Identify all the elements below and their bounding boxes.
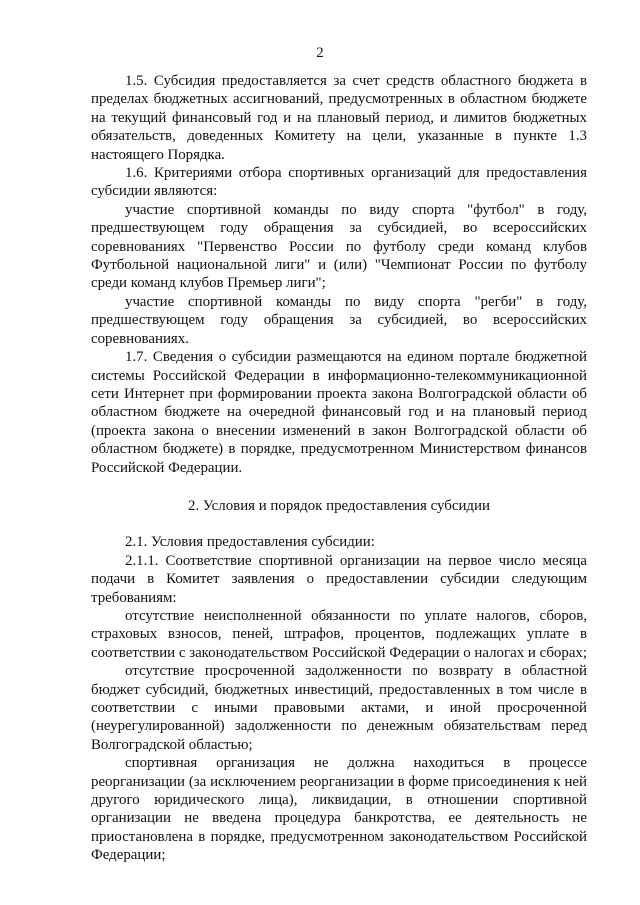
document-body	[91, 72, 587, 865]
paragraph-2-1-1: 2.1.1. Соответствие спортивной организации на первое число месяца подачи в Комитет заявления о предоставлении субсидии следующим требованиям:	[91, 552, 587, 606]
paragraph-1-6: 1.6. Критериями отбора спортивных организаций для предоставления субсидии являются:	[91, 165, 587, 200]
paragraph-1-7: 1.7. Сведения о субсидии размещаются на едином портале бюджетной системы Российской Федерации в информационно-телекоммуникационной сети Интернет при формировании проекта закона Волгоградской области об областном бюджете на очередной финансовый год и на плановый период (проекта закона о внесении изменений в закон Волгоградской области об областном бюджете) в порядке, предусмотренном Министерством финансов Российской Федерации.	[91, 349, 587, 476]
paragraph-2-1: 2.1. Условия предоставления субсидии:	[125, 534, 375, 551]
section-heading: 2. Условия и порядок предоставления субсидии	[188, 497, 490, 514]
requirement-no-reorganization: спортивная организация не должна находиться в процессе реорганизации (за исключением реорганизации в форме присоединения к ней другого юридического лица), ликвидации, в отношении спортивной организации не введена процедура банкротства, ее деятельность не приостановлена в порядке, предусмотренном законодательством Российской Федерации;	[91, 755, 587, 864]
criterion-rugby: участие спортивной команды по виду спорта "регби" в году, предшествующем году обращения за субсидией, во всероссийских соревнованиях.	[91, 293, 587, 347]
page-number: 2	[316, 45, 324, 61]
paragraph-1-5: 1.5. Субсидия предоставляется за счет средств областного бюджета в пределах бюджетных ассигнований, предусмотренных в областном бюджете на текущий финансовый год и на плановый период, и лимитов бюджетных обязательств, доведенных Комитету на цели, указанные в пункте 1.3 настоящего Порядка.	[91, 73, 587, 163]
requirement-no-tax-debt: отсутствие неисполненной обязанности по уплате налогов, сборов, страховых взносов, пеней, штрафов, процентов, подлежащих уплате в соответствии с законодательством Российской Федерации о налогах и сборах;	[91, 607, 588, 661]
requirement-no-overdue-debt: отсутствие просроченной задолженности по возврату в областной бюджет субсидий, бюджетных инвестиций, предоставленных в том числе в соответствии с иными правовыми актами, и иной просроченной (неурегулированной) задолженности по денежным обязательствам перед Волгоградской областью;	[91, 663, 587, 753]
criterion-football: участие спортивной команды по виду спорта "футбол" в году, предшествующем году обращения за субсидией, во всероссийских соревнованиях "Первенство России по футболу среди команд клубов Футбольной национальной лиги" и (или) "Чемпионат России по футболу среди команд клубов Премьер лиги";	[91, 201, 587, 292]
